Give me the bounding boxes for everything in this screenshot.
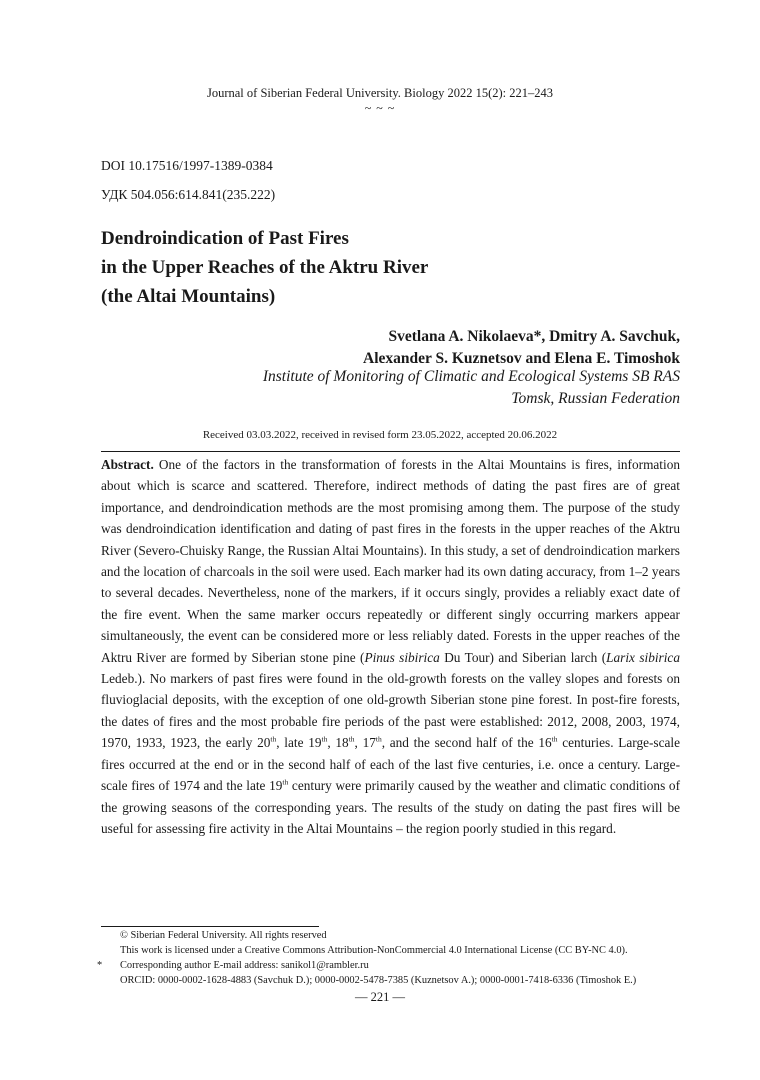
abstract-text-9: century were primarily caused by the weather and climatic conditions of the growing seasons of the corresponding years. The results of the study on dating the past fires will be useful for assessing fire activity in the Altai Mountains – the region poorly studied in this regard. <box>101 778 680 836</box>
authors <box>363 326 680 370</box>
abstract-text-5: , 18 <box>327 735 349 751</box>
abstract-text-1: One of the factors in the transformation of forests in the Altai Mountains is fires, information about which is scarce and scattered. Therefore, indirect methods of dating the past fires are of great importance, and dendroindication methods are the most promising among them. The purpose of the study was dendroindication identification and dating of past fires in the forests in the upper reaches of the Aktru River (Severo-Chuisky Range, the Russian Altai Mountains). In this study, a set of dendroindication markers and the location of charcoals in the soil were used. Each marker had its own dating accuracy, from 1–2 years to several decades. Nevertheless, none of the markers, if it occurs singly, provides a reliably exact date of the fire event. When the same marker occurs repeatedly or different singly occurring markers appear simultaneously, the event can be considered more or less reliably dated. Forests in the upper reaches of the Aktru River are formed by Siberian stone pine ( <box>101 457 680 665</box>
title-line-1: Dendroindication of Past Fires <box>101 228 349 249</box>
title-line-2: in the Upper Reaches of the Aktru River <box>101 257 429 278</box>
footnote-corresponding-author: Corresponding author E-mail address: sanikol1@rambler.ru <box>120 960 369 971</box>
authors-line-1: Svetlana A. Nikolaeva*, Dmitry A. Savchuk, <box>388 328 680 345</box>
abstract-text-8: centuries. Large-scale fires occurred at the end or in the second half of each of the last five centuries, i.e. once a century. Large-scale fires of 1974 and the late 19 <box>101 735 680 794</box>
abstract-text-3: Ledeb.). No markers of past fires were found in the old-growth forests on the valley slopes and forests on fluvioglacial deposits, with the exception of one old-growth Siberian stone pine forest. In post-fire forests, the dates of fires and the most probable fire periods of the past were established: 2012, 2008, 2003, 1974, 1970, 1933, 1923, the early 20 <box>101 671 680 751</box>
received-dates: Received 03.03.2022, received in revised form 23.05.2022, accepted 20.06.2022 <box>202 429 558 441</box>
affiliation-institute: Institute of Monitoring of Climatic and Ecological Systems SB RAS <box>262 368 680 385</box>
species-pinus: Pinus sibirica <box>364 649 440 665</box>
footnote-orcid: ORCID: 0000-0002-1628-4883 (Savchuk D.); 0000-0002-5478-7385 (Kuznetsov A.); 0000-0001-7418-6336 (Timoshok E.) <box>120 975 637 986</box>
abstract-top-rule <box>101 451 680 452</box>
superscript-th: th <box>270 734 277 744</box>
abstract-text-7: , and the second half of the 16 <box>381 735 552 751</box>
title-line-3: (the Altai Mountains) <box>101 286 276 307</box>
abstract-text-6: , 17 <box>354 735 376 751</box>
footnote-license: This work is licensed under a Creative Commons Attribution-NonCommercial 4.0 International License (CC BY-NC 4.0). <box>120 945 628 956</box>
superscript-th: th <box>348 734 355 744</box>
footnote-star: * <box>97 960 103 971</box>
species-larix: Larix sibirica <box>606 649 680 665</box>
doi: DOI 10.17516/1997-1389-0384 <box>101 158 273 173</box>
superscript-th: th <box>375 734 382 744</box>
affiliation-city: Tomsk, Russian Federation <box>511 390 680 407</box>
footnotes <box>97 928 701 988</box>
header-ornament: ~ ~ ~ <box>364 101 396 115</box>
page-number: — 221 — <box>355 990 405 1004</box>
abstract-label: Abstract. <box>101 457 154 472</box>
authors-line-2: Alexander S. Kuznetsov and Elena E. Timoshok <box>363 350 680 367</box>
journal-header: Journal of Siberian Federal University. Biology 2022 15(2): 221–243 <box>206 86 553 100</box>
footnote-rule <box>101 926 319 927</box>
superscript-th: th <box>321 734 328 744</box>
superscript-th: th <box>551 734 558 744</box>
abstract-text-4: , late 19 <box>276 735 322 751</box>
superscript-th: th <box>282 777 289 787</box>
udk-code: УДК 504.056:614.841(235.222) <box>101 187 276 202</box>
affiliation <box>263 366 680 410</box>
abstract <box>101 454 680 839</box>
footnote-copyright: © Siberian Federal University. All rights reserved <box>120 930 327 941</box>
article-title <box>101 224 428 311</box>
abstract-text-2: Du Tour) and Siberian larch ( <box>439 649 607 665</box>
